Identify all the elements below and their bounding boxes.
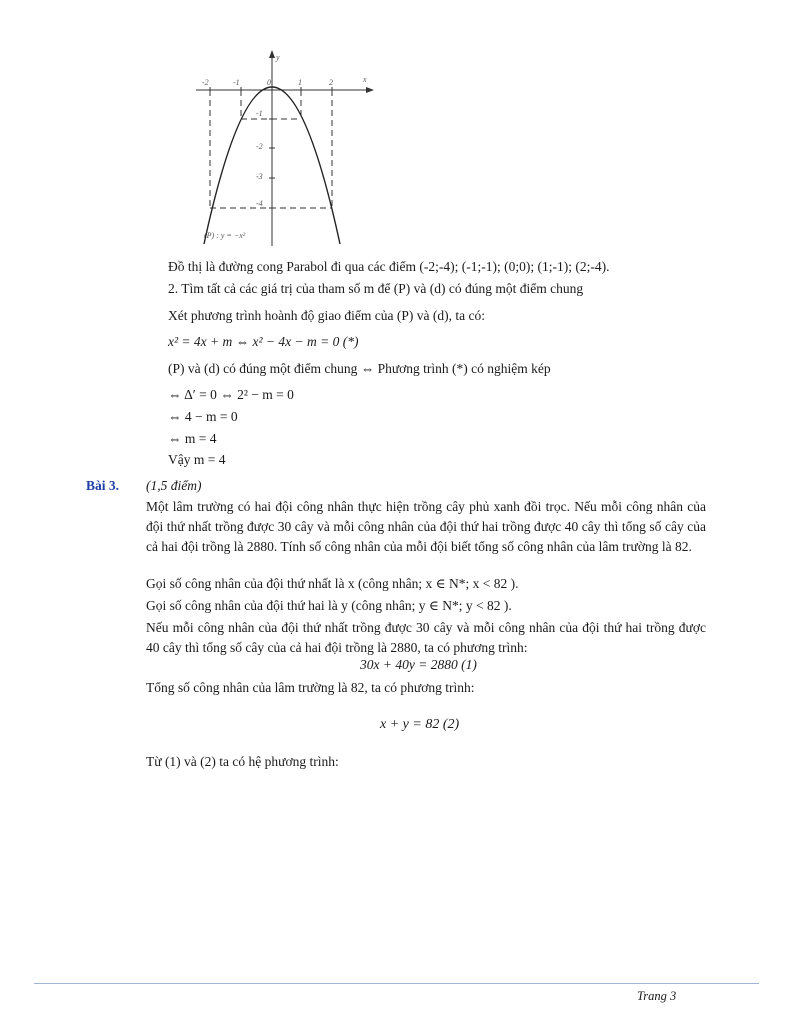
y-tick-label: -1 xyxy=(256,109,263,118)
y-tick-label: -4 xyxy=(256,199,263,208)
part2-line2: (P) và (d) có đúng một điểm chung ⇔ Phương trình (*) có nghiệm kép xyxy=(168,361,551,376)
x-tick-label: 0 xyxy=(267,78,271,87)
y-axis-arrow xyxy=(269,50,275,58)
y-axis-label: y xyxy=(276,53,280,62)
x-tick-label: -2 xyxy=(202,78,209,87)
parabola-graph xyxy=(196,48,376,248)
x-axis-label: x xyxy=(363,75,367,84)
part2-eq2: ⇔ Δ′ = 0 ⇔ 2² − m = 0 xyxy=(168,387,294,402)
problem-statement: Một lâm trường có hai đội công nhân thực hiện trồng cây phủ xanh đồi trọc. Nếu mỗi công nhân của đội thứ nhất trồng được 30 cây và mỗi công nhân của đội thứ hai trồng được 40 cây thì tổng số cây của cả hai đội trồng là 2880. Tính số công nhân của mỗi đội biết tổng số công nhân của lâm trường là 82. xyxy=(146,499,706,554)
reasoning-2: Tổng số công nhân của lâm trường là 82, ta có phương trình: xyxy=(146,680,475,695)
y-tick-label: -3 xyxy=(256,172,263,181)
part2-conclusion: Vậy m = 4 xyxy=(168,452,226,467)
footer-rule xyxy=(34,983,759,984)
x-tick-label: -1 xyxy=(233,78,240,87)
problem-label: Bài 3. xyxy=(86,478,120,493)
y-tick-label: -2 xyxy=(256,142,263,151)
x-tick-label: 1 xyxy=(298,78,302,87)
x-tick-label: 2 xyxy=(329,78,333,87)
part2-line1: Xét phương trình hoành độ giao điểm của (P) và (d), ta có: xyxy=(168,308,485,323)
graph-conclusion: Đồ thị là đường cong Parabol đi qua các điểm (-2;-4); (-1;-1); (0;0); (1;-1); (2;-4). xyxy=(168,259,610,274)
part2-eq4: ⇔ m = 4 xyxy=(168,431,217,446)
part2-eq3: ⇔ 4 − m = 0 xyxy=(168,409,238,424)
let-x: Gọi số công nhân của đội thứ nhất là x (công nhân; x ∈ N*; x < 82 ). xyxy=(146,576,519,591)
equation-2: x + y = 82 (2) xyxy=(380,717,460,732)
equation-1: 30x + 40y = 2880 (1) xyxy=(360,657,477,672)
part2-eq1: x² = 4x + m ⇔ x² − 4x − m = 0 (*) xyxy=(168,334,359,349)
x-axis-arrow xyxy=(366,87,374,93)
system-intro: Từ (1) và (2) ta có hệ phương trình: xyxy=(146,754,339,769)
reasoning-1: Nếu mỗi công nhân của đội thứ nhất trồng được 30 cây và mỗi công nhân của đội thứ hai trồng được 40 cây thì tổng số cây của cả hai đội trồng là 2880, ta có phương trình: xyxy=(146,620,706,655)
guide-lines xyxy=(210,90,332,208)
problem-points: (1,5 điểm) xyxy=(146,478,202,493)
page-number: Trang 3 xyxy=(637,989,677,1003)
let-y: Gọi số công nhân của đội thứ hai là y (công nhân; y ∈ N*; y < 82 ). xyxy=(146,598,512,613)
part2-title: 2. Tìm tất cả các giá trị của tham số m để (P) và (d) có đúng một điểm chung xyxy=(168,281,584,296)
curve-label: (P) : y = −x² xyxy=(204,231,246,240)
